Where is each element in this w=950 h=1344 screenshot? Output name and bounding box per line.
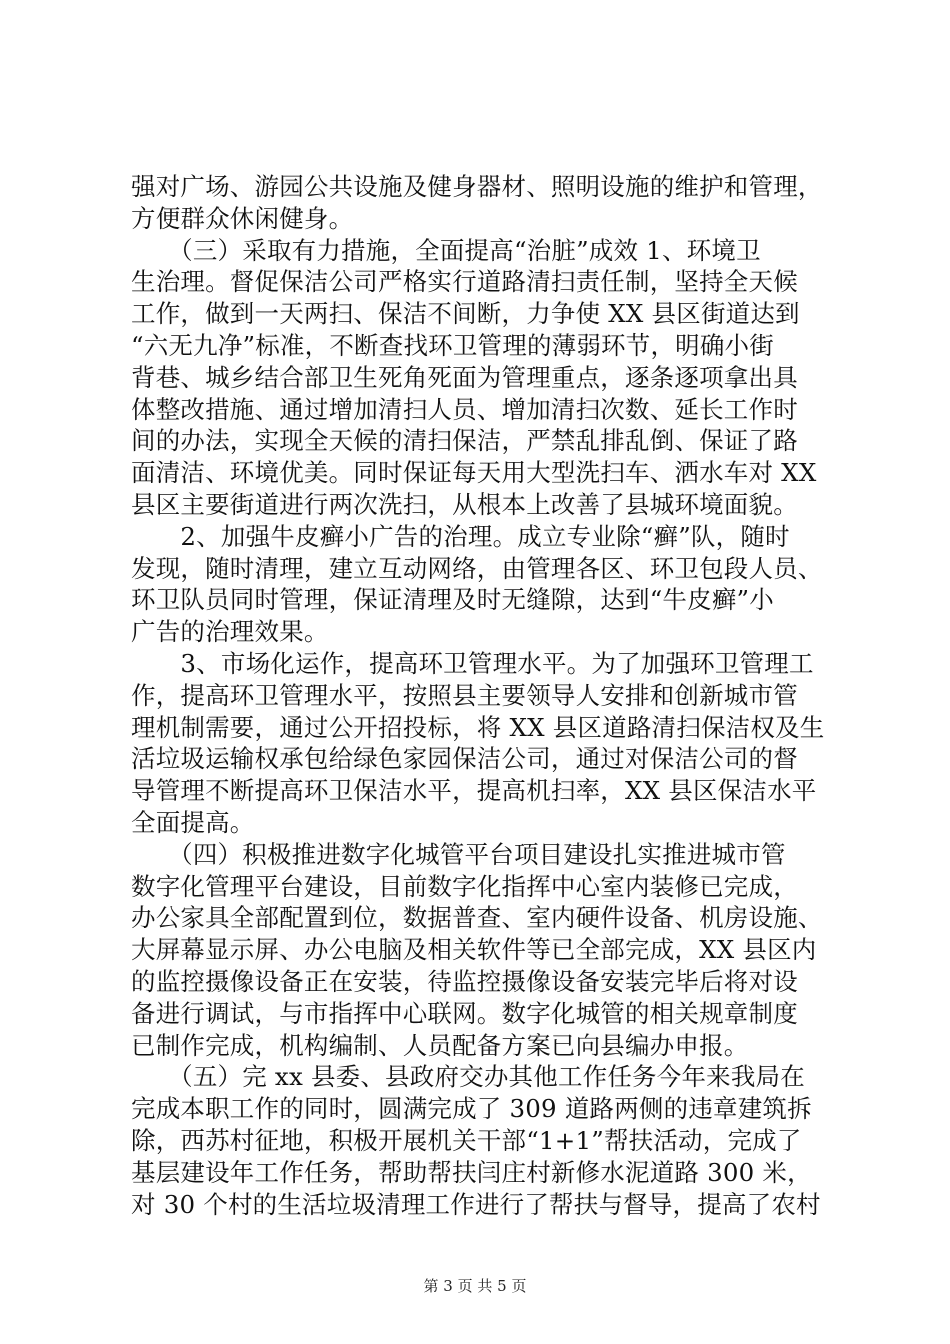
text-line: 体整改措施、通过增加清扫人员、增加清扫次数、延长工作时 (131, 394, 798, 424)
text-line: 生治理。督促保洁公司严格实行道路清扫责任制，坚持全天候 (131, 267, 798, 297)
text-line: 已制作完成，机构编制、人员配备方案已向县编办申报。 (131, 1030, 749, 1060)
page-footer (0, 1276, 950, 1296)
text-line: 活垃圾运输权承包给绿色家园保洁公司，通过对保洁公司的督 (131, 744, 798, 774)
text-line: 办公家具全部配置到位，数据普查、室内硬件设备、机房设施、 (131, 903, 823, 933)
text-line: 方便群众休闲健身。 (131, 203, 354, 233)
body-text (131, 171, 826, 1220)
text-line: 大屏幕显示屏、办公电脑及相关软件等已全部完成，XX 县区内 (131, 935, 817, 965)
text-line: 3、市场化运作，提高环卫管理水平。为了加强环卫管理工 (131, 648, 814, 678)
text-line: 完成本职工作的同时，圆满完成了 309 道路两侧的违章建筑拆 (131, 1094, 812, 1124)
text-line: 除，西苏村征地，积极开展机关干部“1+1”帮扶活动，完成了 (131, 1125, 802, 1155)
text-line: 发现，随时清理，建立互动网络，由管理各区、环卫包段人员、 (131, 553, 823, 583)
text-line: （三）采取有力措施，全面提高“治脏”成效 1、环境卫 (131, 235, 761, 265)
text-line: 理机制需要，通过公开招投标，将 XX 县区道路清扫保洁权及生 (131, 712, 825, 742)
text-line: （五）完 xx 县委、县政府交办其他工作任务今年来我局在 (131, 1062, 805, 1092)
page-number-label: 第 3 页 共 5 页 (423, 1277, 527, 1295)
text-line: 的监控摄像设备正在安装，待监控摄像设备安装完毕后将对设 (131, 966, 798, 996)
text-line: 数字化管理平台建设，目前数字化指挥中心室内装修已完成， (131, 871, 798, 901)
text-line: 环卫队员同时管理，保证清理及时无缝隙，达到“牛皮癣”小 (131, 585, 774, 615)
text-line: 县区主要街道进行两次洗扫，从根本上改善了县城环境面貌。 (131, 489, 798, 519)
text-line: 背巷、城乡结合部卫生死角死面为管理重点，逐条逐项拿出具 (131, 362, 798, 392)
text-line: 对 30 个村的生活垃圾清理工作进行了帮扶与督导，提高了农村 (131, 1189, 821, 1219)
text-line: 间的办法，实现全天候的清扫保洁，严禁乱排乱倒、保证了路 (131, 426, 798, 456)
text-line: （四）积极推进数字化城管平台项目建设扎实推进城市管 (131, 839, 786, 869)
text-line: 基层建设年工作任务，帮助帮扶闫庄村新修水泥道路 300 米， (131, 1157, 812, 1187)
text-line: 备进行调试，与市指挥中心联网。数字化城管的相关规章制度 (131, 998, 798, 1028)
text-line: 2、加强牛皮癣小广告的治理。成立专业除“癣”队，随时 (131, 521, 790, 551)
text-line: 导管理不断提高环卫保洁水平，提高机扫率，XX 县区保洁水平 (131, 776, 817, 806)
text-line: 工作，做到一天两扫、保洁不间断，力争使 XX 县区街道达到 (131, 299, 800, 329)
text-line: 全面提高。 (131, 807, 255, 837)
text-line: 作，提高环卫管理水平，按照县主要领导人安排和创新城市管 (131, 680, 798, 710)
text-line: 面清洁、环境优美。同时保证每天用大型洗扫车、洒水车对 XX (131, 458, 817, 488)
text-line: 强对广场、游园公共设施及健身器材、照明设施的维护和管理， (131, 172, 823, 201)
text-line: 广告的治理效果。 (131, 617, 329, 647)
text-line: “六无九净”标准，不断查找环卫管理的薄弱环节，明确小街 (131, 330, 774, 360)
